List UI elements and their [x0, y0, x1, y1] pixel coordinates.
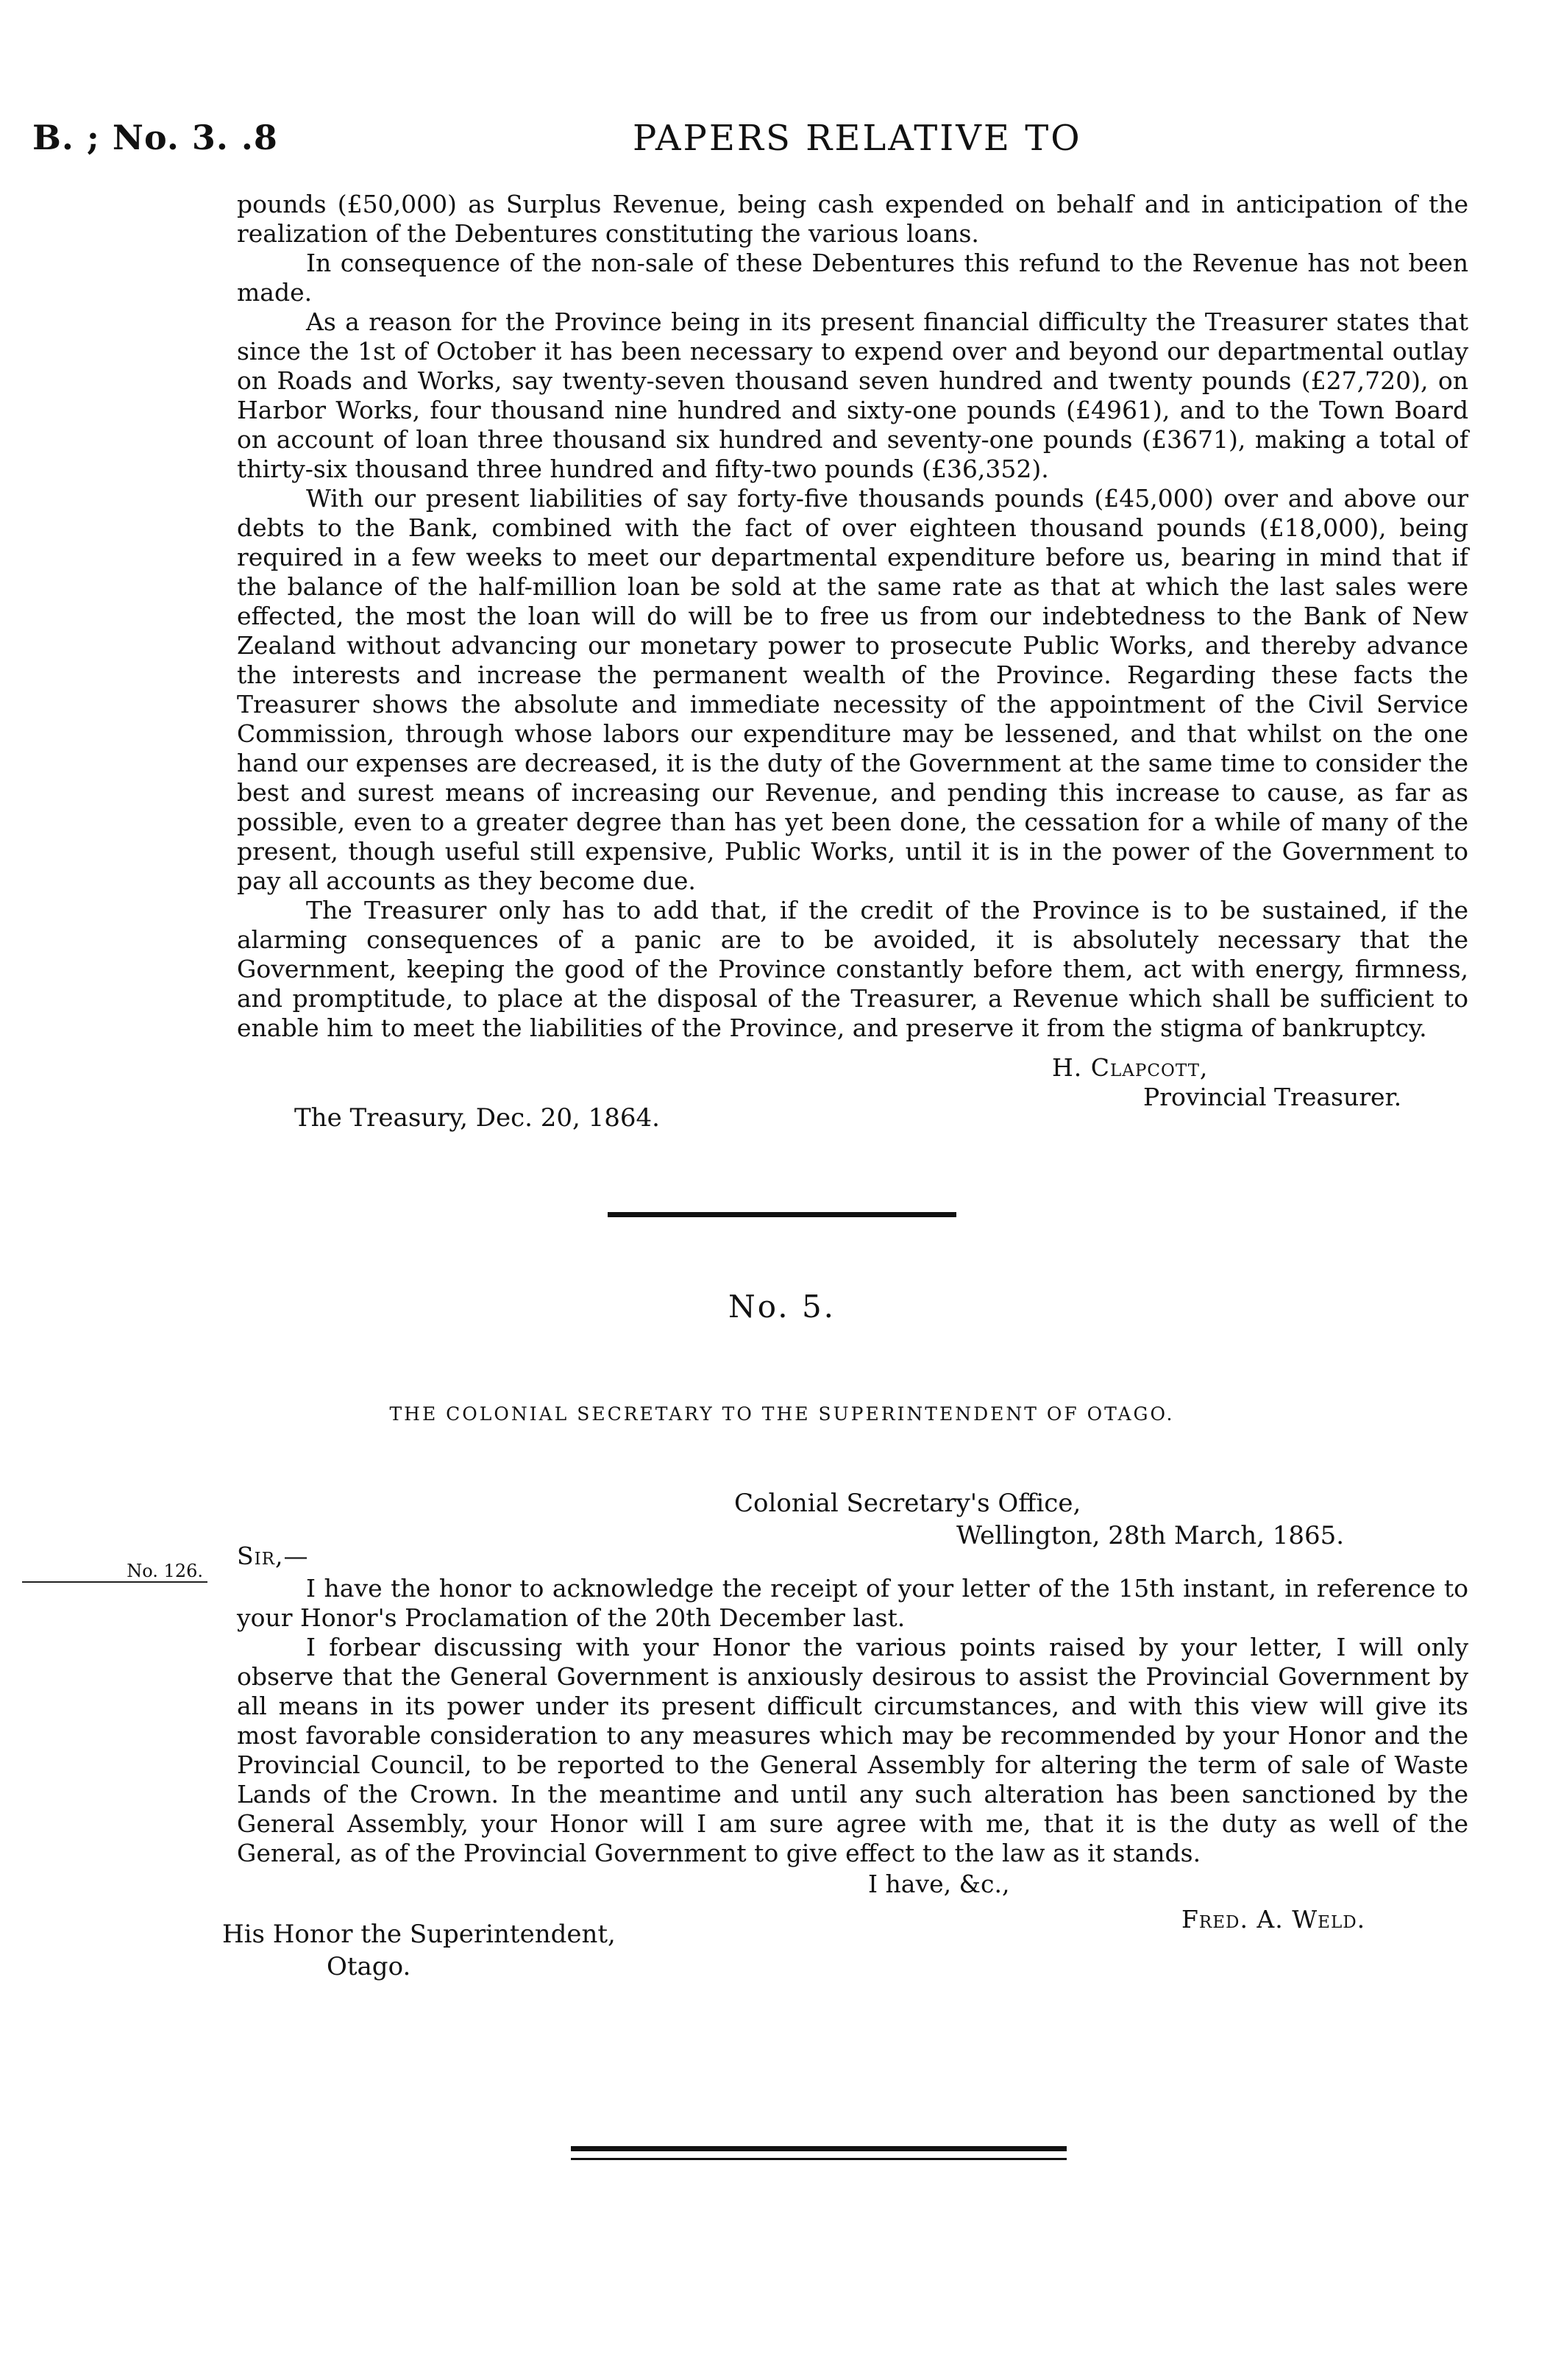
place-date: The Treasury, Dec. 20, 1864.: [294, 1103, 660, 1133]
addressee-line: Otago.: [327, 1952, 411, 1981]
letter-caption: THE COLONIAL SECRETARY TO THE SUPERINTENDENT OF OTAGO.: [389, 1403, 1175, 1425]
margin-reference-rule: [22, 1581, 207, 1583]
paragraph: pounds (£50,000) as Surplus Revenue, being cash expended on behalf and in anticipation of the realization of the Debentures constituting the various loans.: [237, 190, 1468, 248]
letter-signature: Fred. A. Weld.: [1181, 1905, 1366, 1934]
section-divider: [608, 1212, 956, 1217]
closing: I have, &c.,: [868, 1870, 1010, 1898]
page-reference: B. ; No. 3. .8: [32, 118, 278, 157]
end-rule-thick: [571, 2146, 1067, 2151]
signature-name: H. Clapcott,: [1052, 1053, 1209, 1082]
paragraph: As a reason for the Province being in its present financial difficulty the Treasurer states that since the 1st of October it has been necessary to expend over and beyond our departmental outlay on Roads and Works, say twenty-seven thousand seven hundred and twenty pounds (£27,720), on Harbor Works, four thousand nine hundred and sixty-one pounds (£4961), and to the Town Board on account of loan three thousand six hundred and seventy-one pounds (£3671), making a total of thirty-six thousand three hundred and fifty-two pounds (£36,352).: [237, 307, 1468, 483]
document-number: No. 5.: [728, 1289, 836, 1325]
sender-office: Colonial Secretary's Office,: [734, 1489, 1081, 1518]
signature-title: Provincial Treasurer.: [1143, 1083, 1402, 1111]
addressee-line: His Honor the Superintendent,: [222, 1920, 616, 1949]
end-rule-thin: [571, 2158, 1067, 2160]
running-title: PAPERS RELATIVE TO: [633, 118, 1082, 159]
paragraph: I have the honor to acknowledge the receipt of your letter of the 15th instant, in reference to your Honor's Proclamation of the 20th December last.: [237, 1574, 1468, 1632]
paragraph: The Treasurer only has to add that, if the credit of the Province is to be sustained, if the alarming consequences of a panic are to be avoided, it is absolutely necessary that the Government, keeping the good of the Province constantly before them, act with energy, firmness, and promptitude, to place at the disposal of the Treasurer, a Revenue which shall be sufficient to enable him to meet the liabilities of the Province, and preserve it from the stigma of bankruptcy.: [237, 896, 1468, 1042]
letter-date: Wellington, 28th March, 1865.: [956, 1521, 1345, 1550]
salutation: Sir,—: [237, 1542, 309, 1570]
paragraph: With our present liabilities of say forty-five thousands pounds (£45,000) over and above our debts to the Bank, combined with the fact of over eighteen thousand pounds (£18,000), being required in a few weeks to meet our departmental expenditure before us, bearing in mind that if the balance of the half-million loan be sold at the same rate as that at which the last sales were effected, the most the loan will do will be to free us from our indebtedness to the Bank of New Zealand without advancing our monetary power to prosecute Public Works, and thereby advance the interests and increase the permanent wealth of the Province. Regarding these facts the Treasurer shows the absolute and immediate necessity of the appointment of the Civil Service Commission, through whose labors our expenditure may be lessened, and that whilst on the one hand our expenses are decreased, it is the duty of the Government at the same time to consider the best and surest means of increasing our Revenue, and pending this increase to cause, as far as possible, even to a greater degree than has yet been done, the cessation for a while of many of the present, though useful still expensive, Public Works, until it is in the power of the Government to pay all accounts as they become due.: [237, 484, 1468, 895]
colonial-secretary-letter-body: [237, 1574, 1468, 1868]
treasurer-report-body: [237, 190, 1468, 1043]
paragraph: I forbear discussing with your Honor the various points raised by your letter, I will only observe that the General Government is anxiously desirous to assist the Provincial Government by all means in its power under its present difficult circumstances, and with this view will give its most favorable consideration to any measures which may be recommended by your Honor and the Provincial Council, to be reported to the General Assembly for altering the term of sale of Waste Lands of the Crown. In the meantime and until any such alteration has been sanctioned by the General Assembly, your Honor will I am sure agree with me, that it is the duty as well of the General, as of the Provincial Government to give effect to the law as it stands.: [237, 1633, 1468, 1867]
paragraph: In consequence of the non-sale of these Debentures this refund to the Revenue has not been made.: [237, 249, 1468, 307]
margin-reference: No. 126.: [127, 1561, 203, 1581]
